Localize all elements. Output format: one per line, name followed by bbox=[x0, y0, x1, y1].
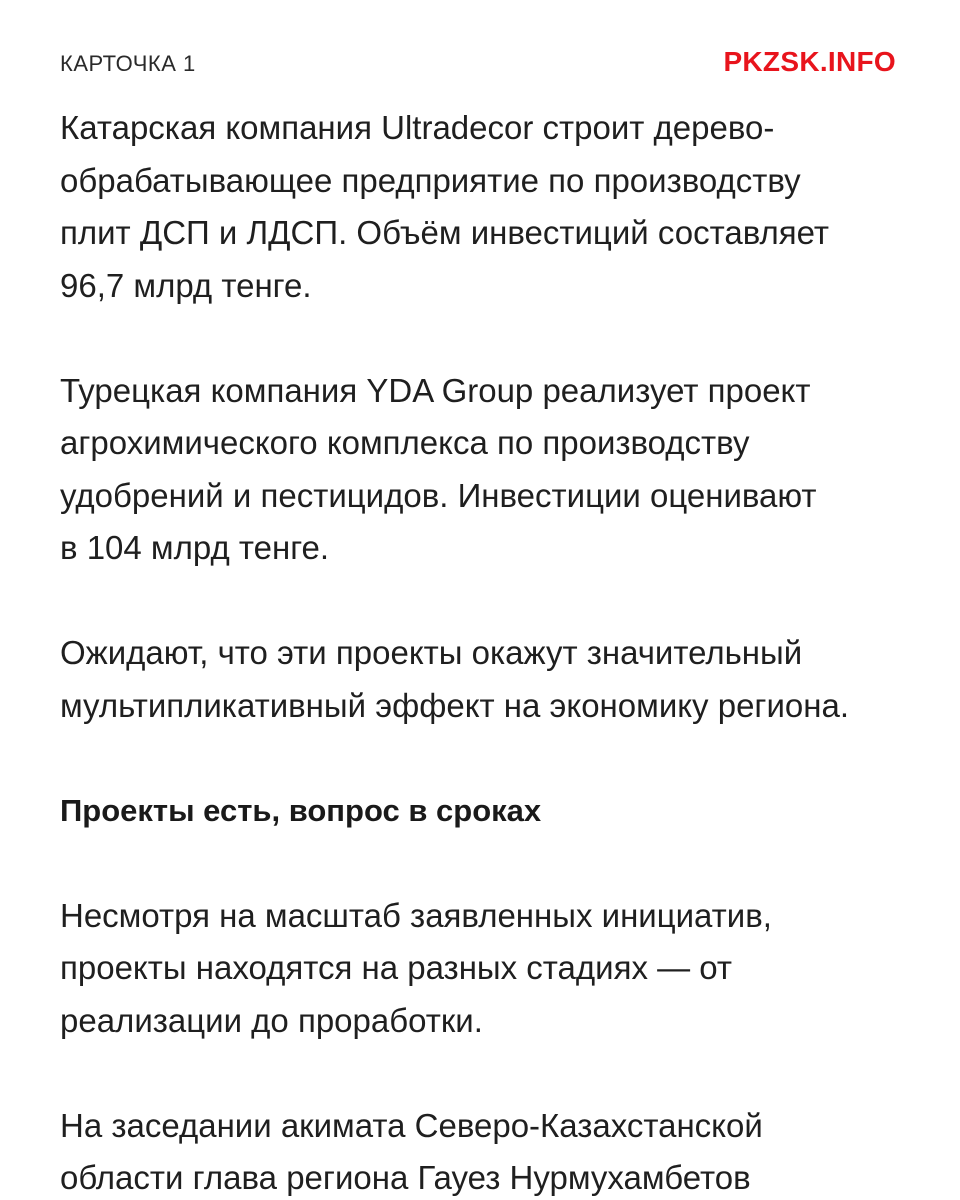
paragraph-stages bbox=[60, 890, 900, 1048]
text-line: 96,7 млрд тенге. bbox=[60, 266, 312, 304]
text-line: реализации до проработки. bbox=[60, 1001, 483, 1039]
card-header bbox=[60, 46, 896, 78]
paragraph-ultradecor bbox=[60, 102, 900, 312]
text-line: в 104 млрд тенге. bbox=[60, 529, 330, 566]
text-line: удобрений и пестицидов. Инвестиции оценивают bbox=[60, 476, 817, 514]
card-number-label: КАРТОЧКА 1 bbox=[60, 51, 196, 76]
subheading-text: Проекты есть, вопрос в сроках bbox=[60, 792, 542, 828]
text-line: мультипликативный эффект на экономику региона. bbox=[60, 686, 850, 724]
article-body bbox=[60, 102, 900, 1200]
text-line: агрохимического комплекса по производству bbox=[60, 424, 750, 461]
paragraph-yda-group bbox=[60, 365, 900, 575]
text-line: области глава региона Гауез Нурмухамбетов bbox=[60, 1159, 751, 1196]
text-line: проекты находятся на разных стадиях — от bbox=[60, 949, 733, 986]
text-line: На заседании акимата Северо-Казахстанской bbox=[60, 1106, 763, 1144]
text-line: Несмотря на масштаб заявленных инициатив, bbox=[60, 896, 772, 934]
text-line: Ожидают, что эти проекты окажут значительный bbox=[60, 634, 803, 671]
paragraph-effect bbox=[60, 627, 900, 732]
text-line: Катарская компания Ultradecor строит дерево- bbox=[60, 109, 775, 146]
text-line: обрабатывающее предприятие по производству bbox=[60, 161, 801, 199]
text-line: плит ДСП и ЛДСП. Объём инвестиций составляет bbox=[60, 214, 829, 251]
section-subheading bbox=[60, 785, 900, 838]
brand-logo-text[interactable]: PKZSK.INFO bbox=[723, 46, 896, 77]
paragraph-akimat bbox=[60, 1100, 900, 1200]
text-line: Турецкая компания YDA Group реализует проект bbox=[60, 371, 811, 409]
